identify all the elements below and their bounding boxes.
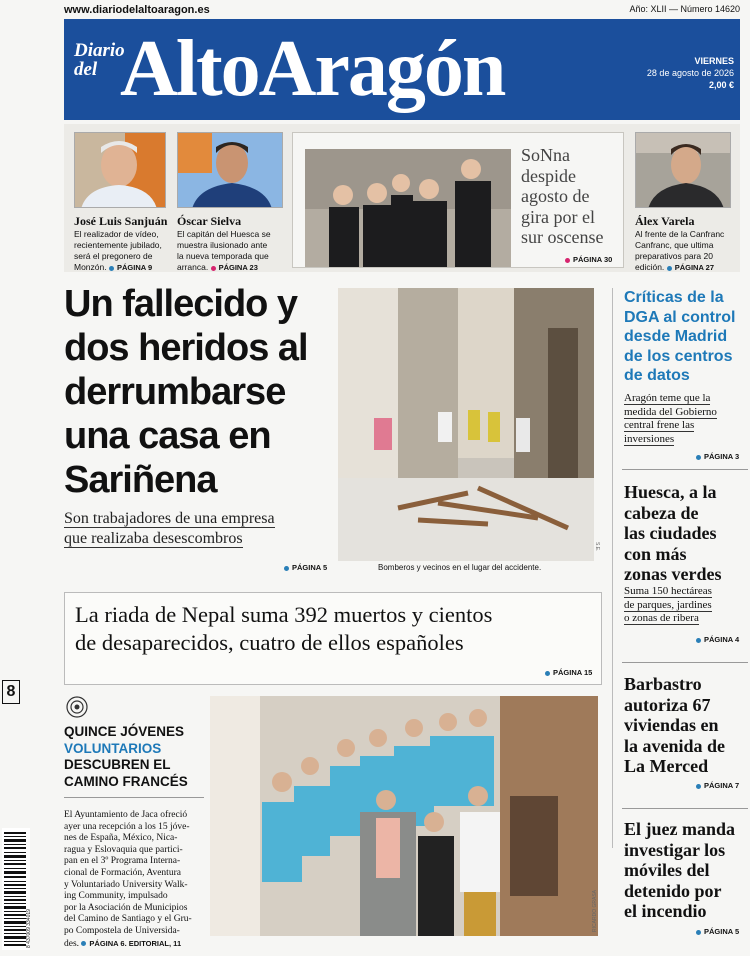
collapse-scene-image [338, 288, 594, 561]
teaser-desc: El capitán del Huesca se muestra ilusionado ante la nueva temporada que arranca. PÁGINA 23 [177, 229, 271, 272]
page-dot-icon [81, 941, 86, 946]
page-ref: PÁGINA 27 [667, 263, 714, 272]
sidebar-sub-huesca: Suma 150 hectáreas de parques, jardines o zonas de ribera [624, 585, 712, 624]
sidebar-headline-barbastro[interactable]: Barbastro autoriza 67 viviendas en la avenida de La Merced [624, 674, 726, 776]
masthead-title: AltoAragón [120, 25, 505, 113]
teaser-name: José Luis Sanjuán [74, 214, 168, 228]
camino-headline: QUINCE JÓVENES VOLUNTARIOS DESCUBREN EL CAMINO FRANCÉS [64, 724, 188, 789]
top-bar [64, 2, 740, 18]
sidebar-sub-dga: Aragón teme que la medida del Gobierno central frene las inversiones [624, 392, 717, 445]
barcode-number: 8 437009 334019 [26, 909, 32, 948]
camino-body: El Ayuntamiento de Jaca ofreció ayer una recepción a los 15 jóve- nes de España, México, Nica- ragua y Eslovaquia que partici- pan en el 3º Programa Interna- cional de Formación, Aventura y Voluntariado University Walk- ing Community, impulsado por la Asociación de Municipios del Camino de Santiago y el Gru- po Compostela de Universida- des. PÁGINA 6. EDITORIAL, 11 [64, 810, 192, 949]
teaser-sonna[interactable] [292, 132, 624, 268]
sonna-headline: SoNna despide agosto de gira por el sur oscense [521, 145, 604, 247]
page-dot-icon [284, 566, 289, 571]
lead-photo-caption: Bomberos y vecinos en el lugar del accidente. [378, 563, 542, 572]
lead-headline[interactable]: Un fallecido y dos heridos al derrumbarse una casa en Sariñena [64, 283, 308, 501]
site-url[interactable]: www.diariodelaltoaragon.es [64, 4, 210, 16]
teaser-name: Óscar Sielva [177, 214, 242, 228]
teaser-photo [74, 132, 166, 208]
page-ref: PÁGINA 3 [696, 452, 739, 461]
page-dot-icon [696, 784, 701, 789]
youth-photo-credit: RICARDO GRASA [592, 890, 598, 932]
page-ref: PÁGINA 30 [565, 255, 612, 264]
teaser-desc: Al frente de la Canfranc Canfranc, que ultima preparativos para 20 edición. PÁGINA 27 [635, 229, 725, 272]
sidebar-headline-dga[interactable]: Críticas de la DGA al control desde Madrid de los centros de datos [624, 289, 736, 384]
divider [622, 662, 748, 663]
masthead-date: VIERNES 28 de agosto de 2026 2,00 € [646, 56, 734, 90]
sidebar-headline-huesca[interactable]: Huesca, a la cabeza de las ciudades con más zonas verdes [624, 482, 722, 584]
portrait-image [636, 133, 731, 208]
page-ref: PÁGINA 6. EDITORIAL, 11 [81, 939, 181, 948]
teaser-photo [177, 132, 283, 208]
sidebar [614, 288, 740, 936]
nepal-story[interactable] [64, 592, 602, 685]
page-dot-icon [545, 671, 550, 676]
youth-photo [210, 696, 598, 936]
divider [64, 797, 204, 798]
camino-story[interactable] [64, 694, 204, 949]
page-ref: PÁGINA 5 [696, 927, 739, 936]
sidebar-divider [612, 288, 613, 848]
page-ref: PÁGINA 9 [109, 263, 152, 272]
lead-subhead: Son trabajadores de una empresa que realizaba desescombros [64, 510, 275, 547]
portrait-image [75, 133, 166, 208]
volunteers-group-image [210, 696, 598, 936]
lead-photo-credit: S.E. [594, 542, 600, 552]
barcode [2, 828, 30, 950]
page-ref: PÁGINA 23 [211, 263, 258, 272]
divider [622, 469, 748, 470]
teaser-photo [635, 132, 731, 208]
camino-logo-icon [66, 696, 88, 718]
teaser-name: Álex Varela [635, 214, 695, 228]
portrait-image [178, 133, 283, 208]
masthead-diario-del: Diario del [74, 40, 125, 80]
page-dot-icon [109, 266, 114, 271]
lead-photo [338, 288, 594, 561]
page-dot-icon [211, 266, 216, 271]
edge-section-number: 8 [2, 680, 20, 704]
teaser-oscar-sielva[interactable] [167, 124, 277, 272]
divider [622, 808, 748, 809]
band-photo [305, 149, 511, 267]
page-dot-icon [696, 638, 701, 643]
page-ref: PÁGINA 15 [545, 668, 592, 677]
teaser-alex-varela[interactable] [625, 124, 740, 272]
teaser-desc: El realizador de vídeo, recientemente jubilado, será el pregonero de Monzón. PÁGINA 9 [74, 229, 162, 272]
page-ref: PÁGINA 7 [696, 781, 739, 790]
lead-page-ref: PÁGINA 5 [284, 563, 327, 572]
masthead [64, 19, 740, 120]
sidebar-headline-juez[interactable]: El juez manda investigar los móviles del detenido por el incendio [624, 819, 736, 921]
issue-number: Año: XLII — Número 14620 [629, 4, 740, 14]
nepal-headline: La riada de Nepal suma 392 muertos y cientos de desaparecidos, cuatro de ellos españoles [75, 602, 493, 655]
page-dot-icon [696, 930, 701, 935]
page-dot-icon [565, 258, 570, 263]
page-dot-icon [667, 266, 672, 271]
teaser-row [64, 124, 740, 272]
page-ref: PÁGINA 4 [696, 635, 739, 644]
page-dot-icon [696, 455, 701, 460]
teaser-jose-luis-sanjuan[interactable] [64, 124, 174, 272]
